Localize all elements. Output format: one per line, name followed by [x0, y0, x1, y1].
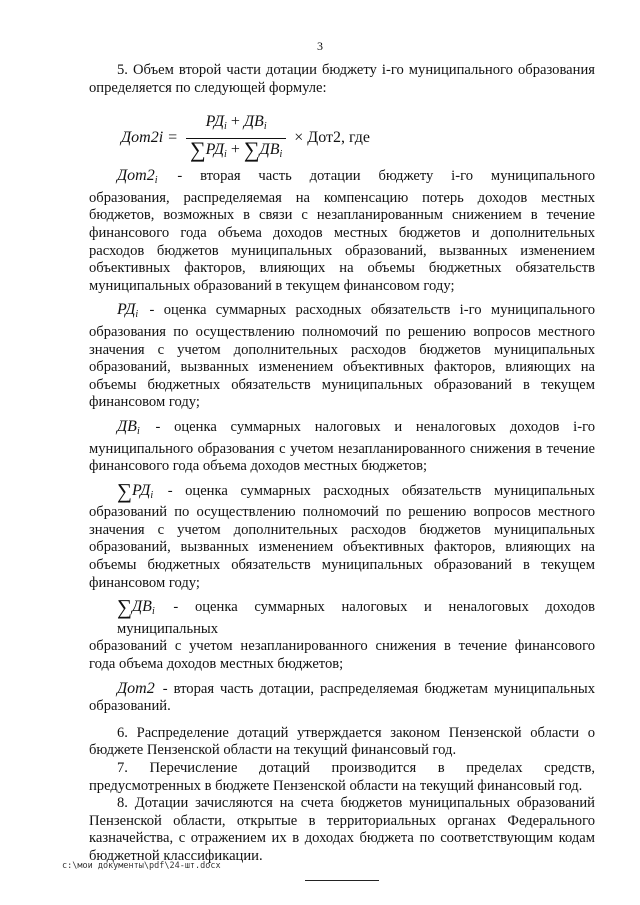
definition-dot2: Дот2 - вторая часть дотации, распределяемая бюджетам муниципальных — [117, 679, 596, 697]
definition-dvi: $ДВ_i$ - оценка суммарных налоговых и неналоговых доходов i-го — [117, 417, 595, 437]
definition-sum-dvi-text: образований с учетом незапланированного снижения в течение финансового года объема доходов местных бюджетов; — [89, 638, 595, 673]
definition-dot2i: $Дот2_i$ - вторая часть дотации бюджету i-го муниципального — [117, 167, 595, 187]
end-rule — [305, 880, 379, 881]
definition-dot2-text: образований. — [89, 698, 171, 715]
main-formula — [89, 103, 595, 167]
definition-sum-rdi: $\sum РД_i$ - оценка суммарных расходных обязательств муниципальных — [117, 478, 595, 503]
definition-sum-dvi: $\sum ДВ_i$ - оценка суммарных налоговых и неналоговых доходов муниципальных — [117, 595, 596, 637]
definition-rdi: $РД_i$ - оценка суммарных расходных обязательств i-го муниципального — [117, 301, 595, 321]
document-body — [89, 62, 595, 881]
formula-tail: × Дот2, где — [294, 128, 371, 146]
definition-dvi-text: муниципального образования с учетом незапланированного снижения в течение финансового года объема доходов местных бюджетов; — [89, 440, 595, 475]
paragraph-5: 5. Объем второй части дотации бюджету i-го муниципального образования определяется по следующей формуле: — [89, 62, 595, 96]
paragraph-6: 6. Распределение дотаций утверждается законом Пензенской области о бюджете Пензенской области на текущий финансовый год. — [89, 724, 595, 759]
sum-icon: ∑ — [189, 136, 206, 162]
page-number: 3 — [317, 39, 323, 53]
definition-sum-rdi-text: образований по осуществлению полномочий по решению вопросов местного значения с учетом дополнительных расходов бюджетов муниципальных образований, вызванных изменением объективных факторов, влияющих на объемы бюджетных обязательств муниципальных образований в текущем финансовом году; — [89, 504, 595, 591]
formula-fraction — [186, 113, 286, 163]
definition-rdi-text: образования по осуществлению полномочий по решению вопросов местного значения с учетом дополнительных расходов бюджетов муниципальных образований, вызванных изменением объективных факторов, влияющих на объемы бюджетных обязательств муниципальных образований в текущем финансовом году; — [89, 323, 595, 411]
sum-icon: ∑ — [117, 478, 132, 503]
definition-dot2i-text: образования, распределяемая на компенсацию потерь доходов местных бюджетов, возможных в связи с незапланированным снижением в течение финансового года объема доходов местных бюджетов и дополнительных расходов бюджетов муниципальных образований, вызванных изменением объективных факторов, влияющих на объемы бюджетных обязательств муниципальных образований в текущем финансовом году; — [89, 189, 595, 294]
formula-denominator: $\sum РД_i + \sum ДВ_i$ — [189, 136, 283, 162]
formula-lhs: Дот2i = — [121, 128, 178, 146]
paragraph-8: 8. Дотации зачисляются на счета бюджетов муниципальных образований Пензенской области, открытые в территориальных органах Федерального казначейства, с отражением их в доходах бюджета по соответствующим кодам бюджетной классификации. — [89, 795, 595, 864]
paragraph-7: 7. Перечисление дотаций производится в пределах средств, предусмотренных в бюджете Пензенской области на текущий финансовый год. — [89, 760, 595, 794]
footer-file-path: c:\мои документы\pdf\24-шт.docx — [62, 861, 221, 871]
sum-icon: ∑ — [243, 136, 260, 162]
sum-icon: ∑ — [117, 595, 132, 620]
formula-numerator: $РД_i + ДВ_i$ — [186, 113, 286, 139]
